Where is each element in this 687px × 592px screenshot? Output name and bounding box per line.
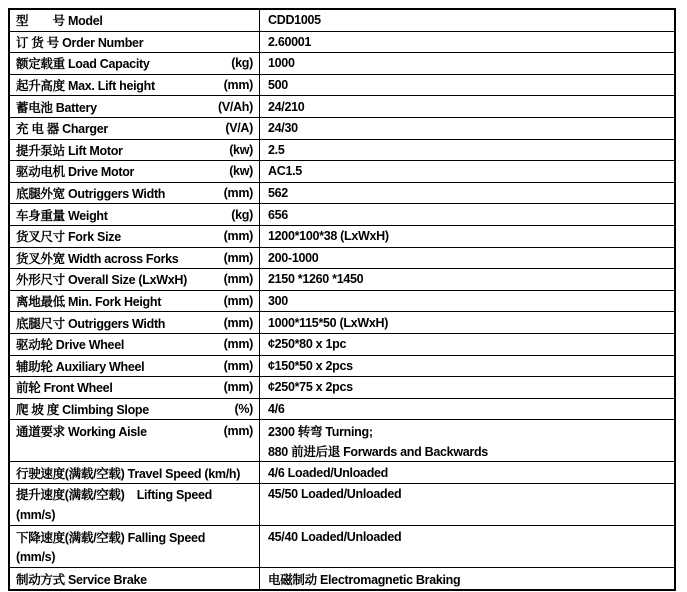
spec-unit: (mm) [223, 315, 253, 330]
spec-label-line [16, 53, 253, 74]
table-row [10, 183, 674, 205]
spec-value: 2.5 [268, 142, 285, 157]
spec-label: 提升速度(满载/空载) Lifting Speed [16, 488, 212, 503]
table-row [10, 420, 674, 462]
spec-label-line [16, 204, 253, 225]
spec-label-line [16, 161, 253, 182]
spec-value: 2300 转弯 Turning; [268, 424, 373, 439]
spec-value-cell [260, 204, 674, 225]
spec-label-cell [10, 269, 260, 290]
spec-label-cell [10, 10, 260, 31]
spec-label-cell [10, 399, 260, 420]
spec-unit: (V/A) [225, 121, 253, 136]
spec-value: 1200*100*38 (LxWxH) [268, 229, 389, 244]
spec-value: 1000*115*50 (LxWxH) [268, 315, 389, 330]
table-row [10, 312, 674, 334]
spec-value: 45/50 Loaded/Unloaded [268, 487, 402, 502]
spec-label-cell [10, 32, 260, 53]
spec-label: 离地最低 Min. Fork Height [16, 295, 162, 310]
spec-label-cell [10, 140, 260, 161]
spec-label-line2 [16, 547, 253, 568]
spec-label: 车身重量 Weight [16, 208, 108, 223]
spec-label-cell [10, 118, 260, 139]
spec-label-cell [10, 312, 260, 333]
spec-unit: (mm) [223, 186, 253, 201]
spec-label: 订 货 号 Order Number [16, 35, 144, 50]
spec-value-cell [260, 377, 674, 398]
spec-unit: (%) [234, 401, 253, 416]
table-row [10, 334, 674, 356]
spec-value: 4/6 Loaded/Unloaded [268, 465, 389, 480]
spec-label-line [16, 140, 253, 161]
spec-value-cell [260, 312, 674, 333]
spec-label: 起升高度 Max. Lift height [16, 79, 155, 94]
table-row [10, 32, 674, 54]
spec-label: 底腿外宽 Outriggers Width [16, 187, 166, 202]
spec-value-cell [260, 399, 674, 420]
spec-label: 货叉外宽 Width across Forks [16, 251, 179, 266]
spec-value: AC1.5 [268, 164, 302, 179]
spec-label-cell [10, 484, 260, 525]
spec-label-cell [10, 526, 260, 567]
spec-value-cell [260, 568, 674, 589]
spec-label-cell [10, 248, 260, 269]
spec-value-cell [260, 10, 674, 31]
table-row [10, 399, 674, 421]
spec-value: CDD1005 [268, 13, 321, 28]
spec-value-cell [260, 140, 674, 161]
spec-label: 驱动轮 Drive Wheel [16, 338, 125, 353]
table-row [10, 484, 674, 526]
spec-label-cell [10, 291, 260, 312]
table-row [10, 526, 674, 568]
spec-value-cell [260, 484, 674, 525]
table-row [10, 161, 674, 183]
spec-value: ¢250*80 x 1pc [268, 337, 347, 352]
spec-value: 24/30 [268, 121, 298, 136]
spec-value: ¢250*75 x 2pcs [268, 380, 353, 395]
spec-label-line [16, 75, 253, 96]
spec-unit: (kg) [231, 56, 253, 71]
spec-label: 行驶速度(满载/空载) Travel Speed (km/h) [16, 466, 241, 481]
spec-label-line [16, 462, 253, 483]
spec-value: 200-1000 [268, 250, 319, 265]
spec-label-line [16, 526, 253, 547]
spec-unit: (mm) [223, 358, 253, 373]
spec-unit: (mm) [223, 380, 253, 395]
spec-value-cell [260, 118, 674, 139]
spec-label-cell [10, 161, 260, 182]
spec-label: 通道要求 Working Aisle [16, 424, 147, 439]
spec-unit: (kw) [229, 142, 253, 157]
spec-label-cell [10, 96, 260, 117]
table-row [10, 118, 674, 140]
spec-label-cell [10, 462, 260, 483]
spec-label-line [16, 334, 253, 355]
spec-value-cell [260, 291, 674, 312]
spec-label: 型 号 Model [16, 14, 103, 29]
spec-label-cell [10, 204, 260, 225]
table-row [10, 248, 674, 270]
spec-label-line [16, 420, 253, 441]
spec-label: 辅助轮 Auxiliary Wheel [16, 359, 145, 374]
spec-label-line [16, 96, 253, 117]
spec-label-cell [10, 75, 260, 96]
spec-label: 充 电 器 Charger [16, 122, 108, 137]
spec-value: 656 [268, 207, 288, 222]
table-row [10, 291, 674, 313]
spec-unit: (mm) [223, 250, 253, 265]
spec-value-cell [260, 356, 674, 377]
spec-label-cell [10, 226, 260, 247]
table-row [10, 226, 674, 248]
spec-value-cell [260, 226, 674, 247]
table-row [10, 377, 674, 399]
spec-label-line [16, 356, 253, 377]
spec-label-unit: (mm/s) [16, 550, 56, 565]
table-row [10, 568, 674, 589]
spec-value-cell [260, 75, 674, 96]
spec-label-line [16, 377, 253, 398]
spec-label-cell [10, 377, 260, 398]
spec-value-cell [260, 462, 674, 483]
table-row [10, 53, 674, 75]
spec-value-cell [260, 161, 674, 182]
spec-value-cell [260, 183, 674, 204]
spec-label-line [16, 248, 253, 269]
spec-value-cell [260, 96, 674, 117]
spec-label-cell [10, 183, 260, 204]
spec-label: 货叉尺寸 Fork Size [16, 230, 121, 245]
spec-label: 额定载重 Load Capacity [16, 57, 150, 72]
spec-label-line [16, 399, 253, 420]
spec-value: 电磁制动 Electromagnetic Braking [268, 572, 461, 587]
spec-label: 爬 坡 度 Climbing Slope [16, 402, 149, 417]
table-row [10, 96, 674, 118]
spec-value: 500 [268, 78, 288, 93]
table-row [10, 269, 674, 291]
spec-label-unit: (mm/s) [16, 507, 56, 522]
spec-unit: (mm) [223, 423, 253, 438]
spec-label: 制动方式 Service Brake [16, 572, 147, 587]
spec-value-cell [260, 334, 674, 355]
spec-label: 驱动电机 Drive Motor [16, 165, 135, 180]
spec-value-cell [260, 248, 674, 269]
spec-value: 300 [268, 294, 288, 309]
spec-label-cell [10, 420, 260, 461]
spec-label-cell [10, 356, 260, 377]
table-row [10, 356, 674, 378]
spec-label-cell [10, 334, 260, 355]
spec-unit: (V/Ah) [218, 99, 253, 114]
spec-label-line [16, 226, 253, 247]
spec-label-cell [10, 53, 260, 74]
spec-value: ¢150*50 x 2pcs [268, 358, 353, 373]
spec-unit: (mm) [223, 272, 253, 287]
spec-label-line [16, 269, 253, 290]
spec-value-cell [260, 32, 674, 53]
spec-value: 2150 *1260 *1450 [268, 272, 364, 287]
spec-value: 562 [268, 186, 288, 201]
spec-value-cell [260, 269, 674, 290]
spec-value: 1000 [268, 56, 295, 71]
spec-value: 45/40 Loaded/Unloaded [268, 529, 402, 544]
spec-label-line [16, 118, 253, 139]
table-row [10, 140, 674, 162]
spec-label: 底腿尺寸 Outriggers Width [16, 316, 166, 331]
spec-label-line [16, 32, 253, 53]
spec-value-cell [260, 420, 674, 461]
spec-label-line2 [16, 505, 253, 526]
spec-label-line [16, 291, 253, 312]
spec-label-cell [10, 568, 260, 589]
spec-label-line [16, 484, 253, 505]
spec-value-cell [260, 526, 674, 567]
spec-value: 2.60001 [268, 34, 312, 49]
spec-label: 蓄电池 Battery [16, 100, 97, 115]
spec-unit: (mm) [223, 229, 253, 244]
spec-unit: (mm) [223, 294, 253, 309]
spec-value: 4/6 [268, 401, 285, 416]
table-row [10, 75, 674, 97]
spec-label-line [16, 568, 253, 589]
spec-value: 880 前进后退 Forwards and Backwards [268, 445, 488, 460]
spec-label: 前轮 Front Wheel [16, 381, 113, 396]
spec-label-line [16, 312, 253, 333]
table-row [10, 10, 674, 32]
spec-label: 外形尺寸 Overall Size (LxWxH) [16, 273, 188, 288]
table-row [10, 204, 674, 226]
spec-label-line [16, 183, 253, 204]
table-row [10, 462, 674, 484]
spec-label-line [16, 10, 253, 31]
spec-label: 提升泵站 Lift Motor [16, 143, 123, 158]
spec-label: 下降速度(满载/空载) Falling Speed [16, 530, 206, 545]
spec-table [8, 8, 676, 591]
spec-unit: (mm) [223, 78, 253, 93]
spec-unit: (mm) [223, 337, 253, 352]
spec-value: 24/210 [268, 99, 305, 114]
spec-unit: (kw) [229, 164, 253, 179]
spec-value-cell [260, 53, 674, 74]
spec-unit: (kg) [231, 207, 253, 222]
